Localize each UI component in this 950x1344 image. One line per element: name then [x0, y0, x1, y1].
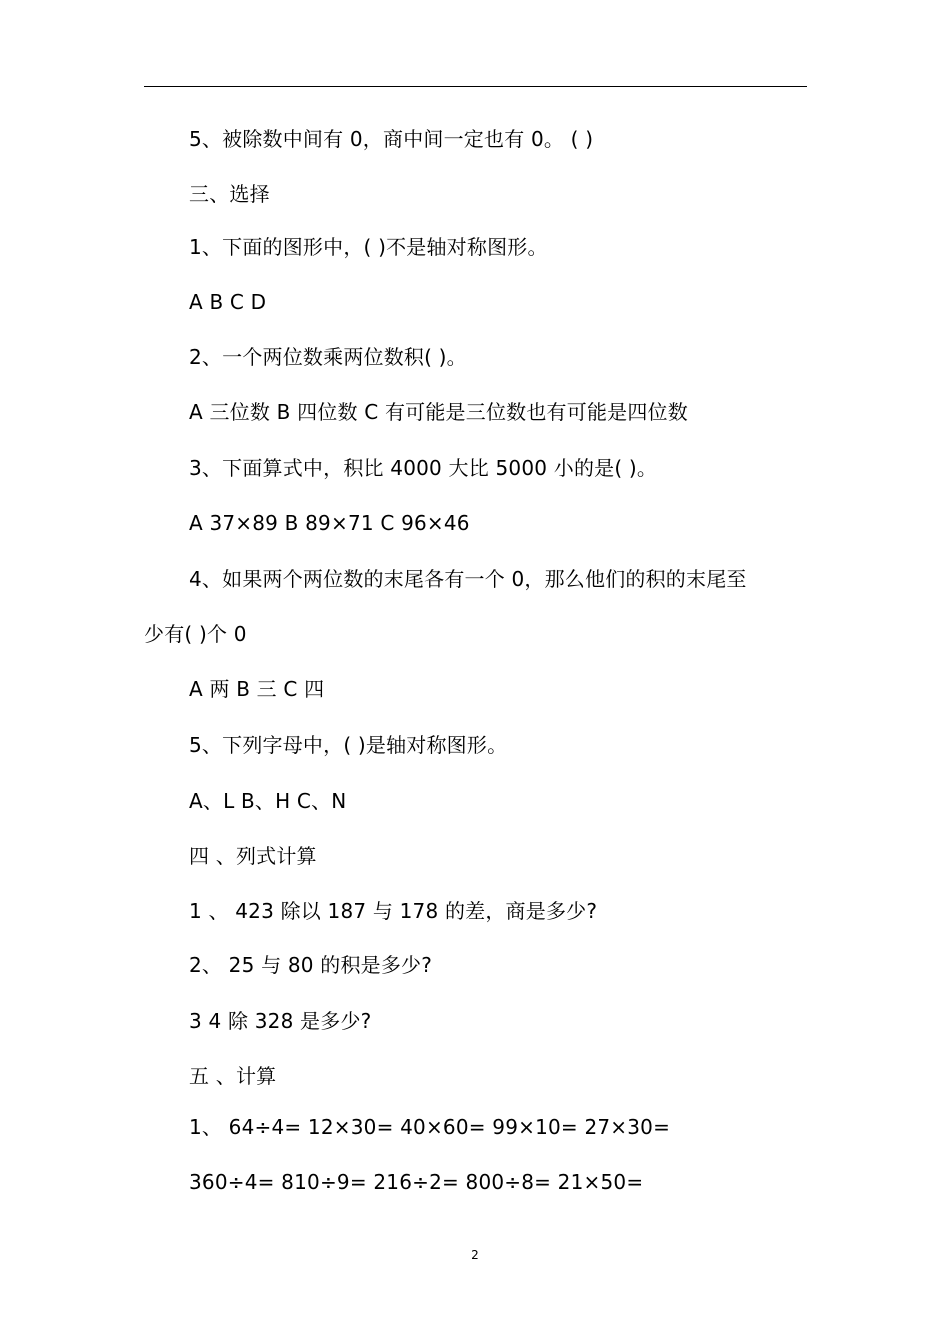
calc-row-2: 360÷4= 810÷9= 216÷2= 800÷8= 21×50= — [189, 1170, 644, 1194]
written-calc-item-2: 2、 25 与 80 的积是多少? — [189, 953, 433, 977]
section-heading-calc: 五 、计算 — [189, 1064, 277, 1088]
choice-options-5: A、L B、H C、N — [189, 789, 347, 813]
judgement-item-5: 5、被除数中间有 0，商中间一定也有 0。 ( ) — [189, 127, 594, 151]
header-rule — [144, 86, 807, 87]
choice-question-2: 2、一个两位数乘两位数积( )。 — [189, 345, 467, 369]
calc-row-1: 1、 64÷4= 12×30= 40×60= 99×10= 27×30= — [189, 1115, 671, 1139]
choice-question-1: 1、下面的图形中，( )不是轴对称图形。 — [189, 235, 548, 259]
choice-options-1: A B C D — [189, 290, 267, 314]
page-number: 2 — [471, 1248, 479, 1262]
written-calc-item-3: 3 4 除 328 是多少? — [189, 1009, 372, 1033]
choice-question-5: 5、下列字母中，( )是轴对称图形。 — [189, 733, 508, 757]
written-calc-item-1: 1 、 423 除以 187 与 178 的差，商是多少? — [189, 899, 598, 923]
choice-options-2: A 三位数 B 四位数 C 有可能是三位数也有可能是四位数 — [189, 400, 688, 424]
choice-question-4-line-1: 4、如果两个两位数的末尾各有一个 0，那么他们的积的末尾至 — [189, 567, 747, 591]
choice-options-3: A 37×89 B 89×71 C 96×46 — [189, 511, 470, 535]
choice-options-4: A 两 B 三 C 四 — [189, 677, 325, 701]
choice-question-4-line-2: 少有( )个 0 — [144, 622, 247, 646]
section-heading-written-calc: 四 、列式计算 — [189, 844, 317, 868]
section-heading-choice: 三、选择 — [189, 182, 270, 206]
choice-question-3: 3、下面算式中，积比 4000 大比 5000 小的是( )。 — [189, 456, 658, 480]
